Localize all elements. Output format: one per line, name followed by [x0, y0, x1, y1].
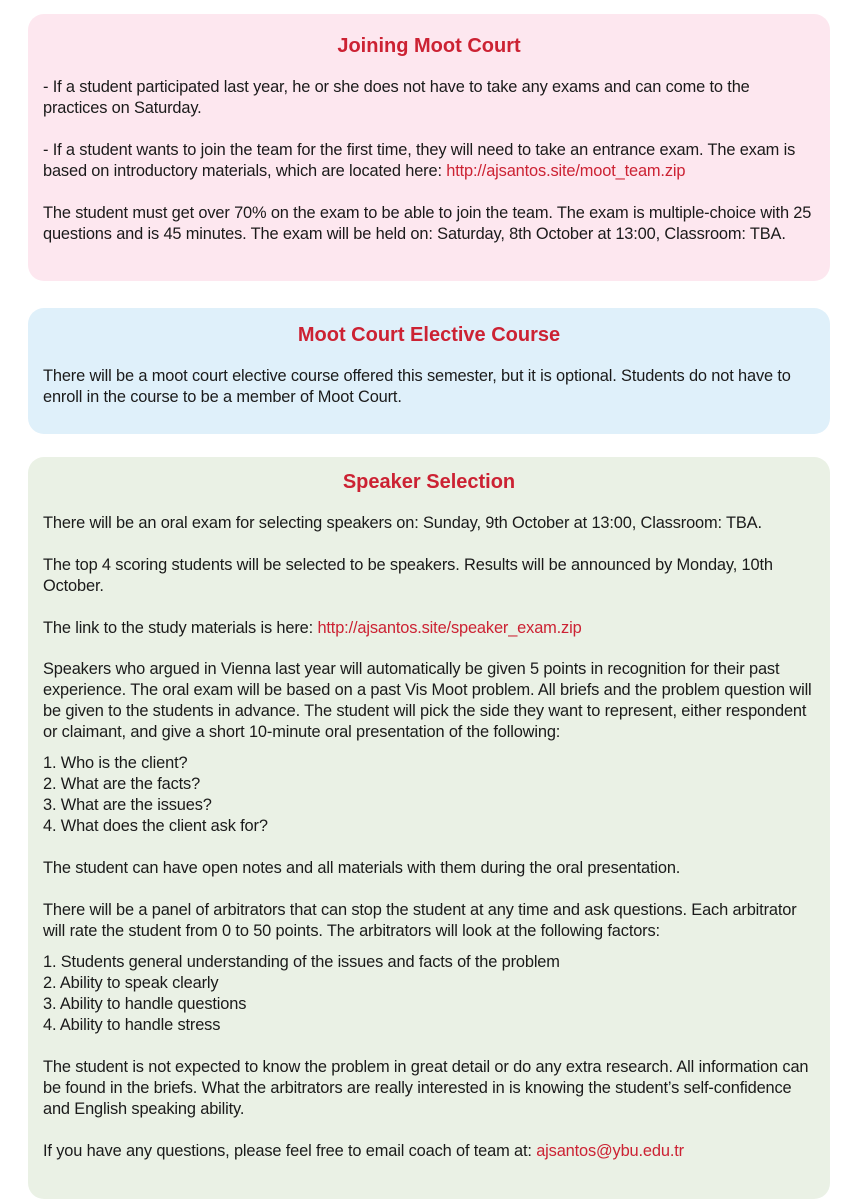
oral-exam-date-paragraph: There will be an oral exam for selecting speakers on: Sunday, 9th October at 13:00, Classroom: TBA.	[43, 514, 762, 532]
contact-text: If you have any questions, please feel free to email coach of team at:	[43, 1142, 537, 1160]
expectations-paragraph: The student is not expected to know the problem in great detail or do any extra research. All information can be found in the briefs. What the arbitrators are really interested in is knowing the student’s self-confidence and English speaking ability.	[43, 1058, 809, 1118]
elective-course-paragraph: There will be a moot court elective course offered this semester, but it is optional. Students do not have to enroll in the course to be a member of Moot Court.	[43, 367, 791, 406]
presentation-topics-list	[43, 753, 815, 837]
list-item: 3. What are the issues?	[43, 796, 212, 814]
coach-email-link[interactable]: ajsantos@ybu.edu.tr	[536, 1142, 684, 1160]
list-item: 1. Who is the client?	[43, 754, 188, 772]
elective-course-section	[28, 308, 830, 434]
speaker-exam-materials-link[interactable]: http://ajsantos.site/speaker_exam.zip	[317, 619, 582, 637]
list-item: 1. Students general understanding of the issues and facts of the problem	[43, 953, 560, 971]
list-item: 2. What are the facts?	[43, 775, 201, 793]
list-item: 4. What does the client ask for?	[43, 817, 268, 835]
study-materials-text: The link to the study materials is here:	[43, 619, 318, 637]
joining-section-title: Joining Moot Court	[337, 35, 521, 57]
oral-exam-details-paragraph: Speakers who argued in Vienna last year will automatically be given 5 points in recognition for their past experience. The oral exam will be based on a past Vis Moot problem. All briefs and the problem question will be given to the students in advance. The student will pick the side they want to represent, either respondent or claimant, and give a short 10-minute oral presentation of the following:	[43, 660, 812, 741]
speaker-selection-section	[28, 457, 830, 1199]
new-student-text: - If a student wants to join the team for the first time, they will need to take an entrance exam. The exam is based on introductory materials, which are located here:	[43, 141, 796, 180]
speaker-section-title: Speaker Selection	[342, 471, 516, 493]
study-materials-paragraph	[43, 618, 815, 639]
list-item: 2. Ability to speak clearly	[43, 974, 219, 992]
arbitrators-paragraph: There will be a panel of arbitrators that can stop the student at any time and ask questions. Each arbitrator will rate the student from 0 to 50 points. The arbitrators will look at the following factors:	[43, 901, 797, 940]
exam-requirements-paragraph: The student must get over 70% on the exam to be able to join the team. The exam is multiple-choice with 25 questions and is 45 minutes. The exam will be held on: Saturday, 8th October at 13:00, Classroom: TBA.	[43, 204, 812, 243]
returning-student-paragraph: - If a student participated last year, he or she does not have to take any exams and can come to the practices on Saturday.	[43, 78, 750, 117]
joining-moot-court-section	[28, 14, 830, 281]
open-notes-paragraph: The student can have open notes and all materials with them during the oral presentation.	[43, 859, 681, 877]
new-student-paragraph	[43, 140, 815, 182]
moot-team-materials-link[interactable]: http://ajsantos.site/moot_team.zip	[446, 162, 686, 180]
elective-section-title: Moot Court Elective Course	[297, 324, 561, 346]
list-item: 3. Ability to handle questions	[43, 995, 247, 1013]
contact-paragraph	[43, 1141, 815, 1162]
list-item: 4. Ability to handle stress	[43, 1016, 221, 1034]
results-paragraph: The top 4 scoring students will be selected to be speakers. Results will be announced by Monday, 10th October.	[43, 556, 773, 595]
evaluation-factors-list	[43, 952, 815, 1036]
